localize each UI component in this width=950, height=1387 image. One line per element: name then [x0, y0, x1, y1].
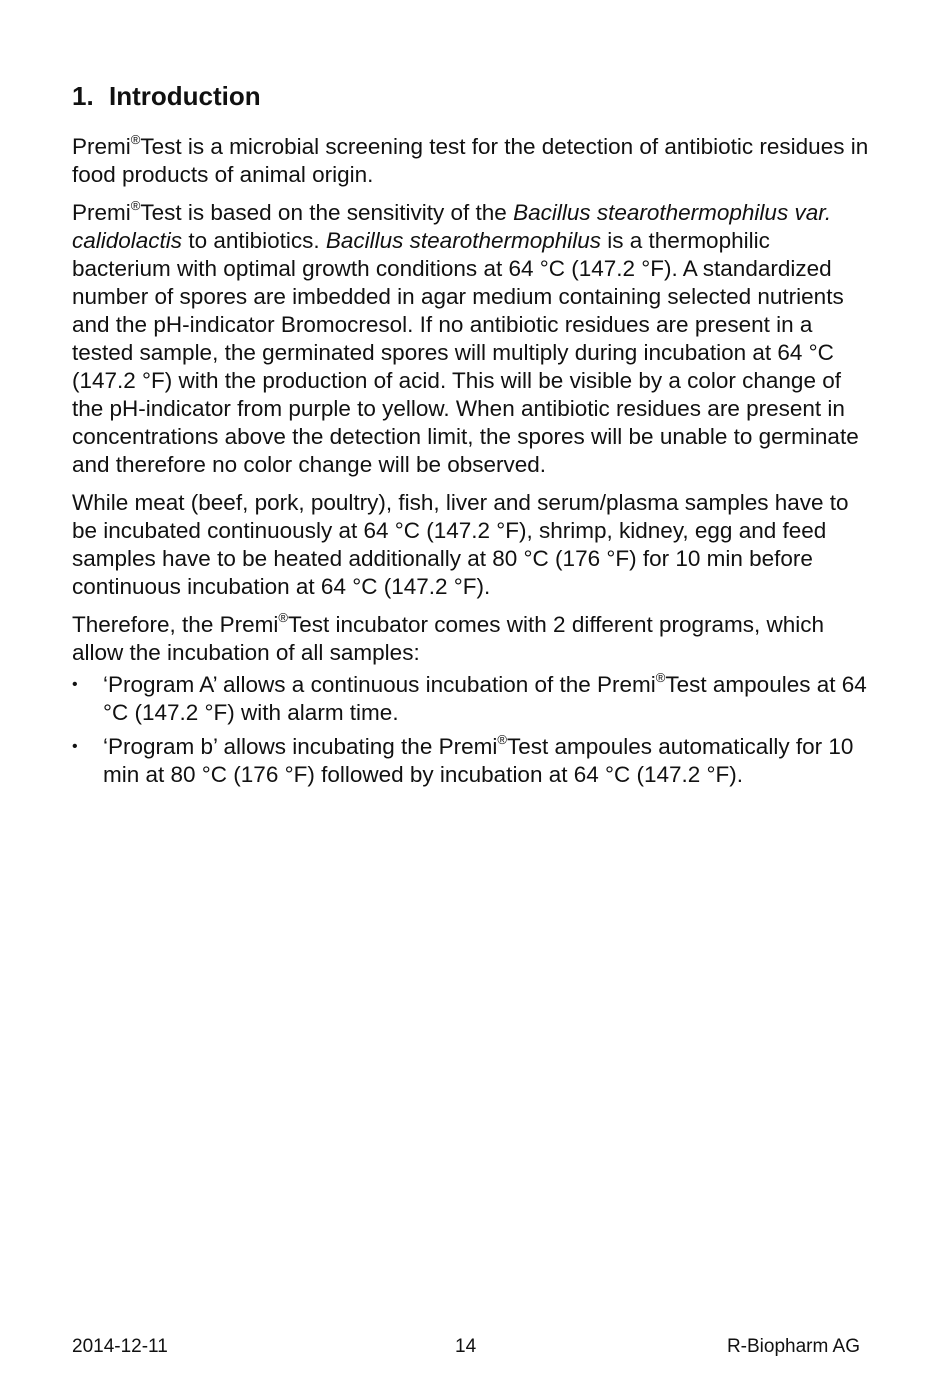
text-run: ‘Program A’ allows a continuous incubation of the Premi — [103, 672, 656, 697]
section-heading — [72, 80, 261, 112]
bullet-icon: • — [72, 676, 78, 693]
footer-company: R-Biopharm AG — [726, 1336, 860, 1357]
program-list — [72, 671, 872, 789]
text-run: is a thermophilic bacterium with optimal growth conditions at 64 °C (147.2 °F). A standardized number of spores are imbedded in agar medium containing selected nutrients and the pH-indicator Bromocresol. If no antibiotic residues are present in a tested sample, the germinated spores will multiply during incubation at 64 °C (147.2 °F) with the production of acid. This will be visible by a color change of the pH-indicator from purple to yellow. When antibiotic residues are present in concentrations above the detection limit, the spores will be unable to germinate and therefore no color change will be observed. — [72, 228, 859, 477]
paragraph-intro — [72, 133, 872, 189]
list-item-program-a — [72, 671, 872, 727]
text-run: Premi — [72, 134, 131, 159]
section-number: 1. — [72, 81, 94, 111]
paragraph-programs — [72, 611, 872, 667]
bullet-icon: • — [72, 738, 78, 755]
text-run: Test is based on the sensitivity of the — [140, 200, 514, 225]
species-name: Bacillus stearothermophilus var. calidolactis — [72, 200, 832, 253]
text-run: Test ampoules at 64 °C (147.2 °F) with alarm time. — [103, 672, 867, 725]
text-run: Test is a microbial screening test for the detection of antibiotic residues in food products of animal origin. — [72, 134, 869, 187]
species-name: Bacillus stearothermophilus — [325, 228, 602, 253]
paragraph-samples: While meat (beef, pork, poultry), fish, liver and serum/plasma samples have to be incubated continuously at 64 °C (147.2 °F), shrimp, kidney, egg and feed samples have to be heated additionally at 80 °C (176 °F) for 10 min before continuous incubation at 64 °C (147.2 °F). — [72, 490, 849, 599]
registered-mark: ® — [130, 131, 141, 147]
text-run: Premi — [72, 200, 131, 225]
paragraph-principle — [72, 199, 872, 479]
list-item-program-b — [72, 733, 872, 789]
registered-mark: ® — [655, 669, 666, 685]
text-run: Therefore, the Premi — [72, 612, 279, 637]
text-run: ‘Program b’ allows incubating the Premi — [103, 734, 498, 759]
registered-mark: ® — [130, 197, 141, 213]
registered-mark: ® — [497, 731, 507, 747]
text-run: Test incubator comes with 2 different programs, which allow the incubation of all samples: — [72, 612, 825, 665]
section-title: Introduction — [109, 81, 261, 111]
section-body — [72, 133, 872, 795]
registered-mark: ® — [278, 609, 288, 625]
footer-date: 2014-12-11 — [72, 1336, 168, 1357]
text-run: to antibiotics. — [182, 228, 326, 253]
text-run: Test ampoules automatically for 10 min at 80 °C (176 °F) followed by incubation at 64 °C (147.2 °F). — [103, 734, 854, 787]
footer-page-number: 14 — [455, 1336, 477, 1357]
